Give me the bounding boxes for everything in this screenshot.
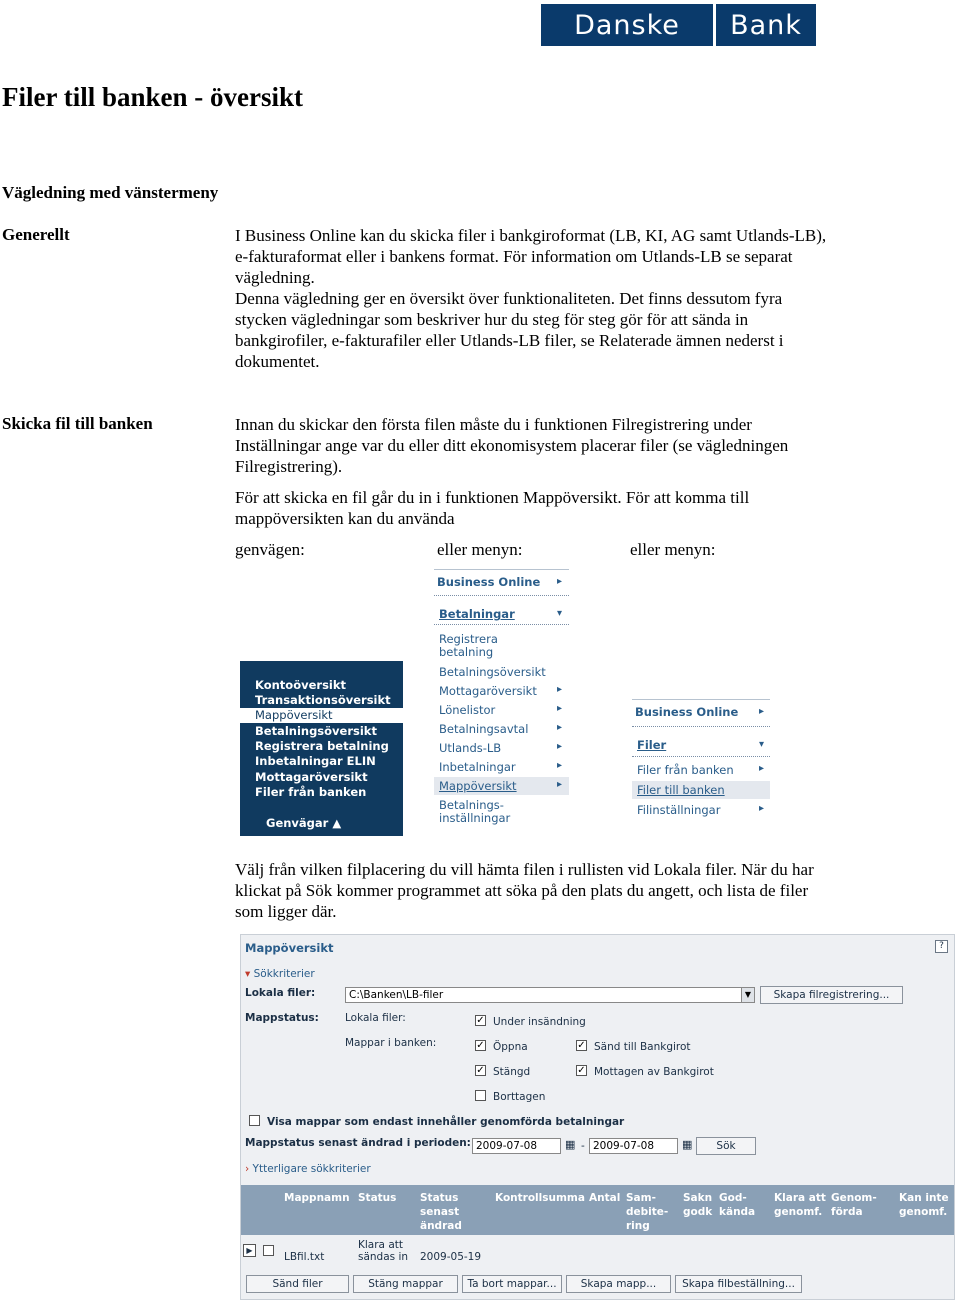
checkbox-under-insandning[interactable]: ✓ — [476, 1015, 485, 1026]
chevron-right-icon: ▸ — [759, 803, 765, 814]
menu2-section[interactable]: Filer — [637, 738, 667, 752]
checkbox-stangd[interactable]: ✓ — [476, 1065, 485, 1076]
delete-folders-button[interactable]: Ta bort mappar... — [462, 1275, 562, 1293]
logo-word-2: Bank — [730, 9, 802, 41]
col-kontrollsumma[interactable]: Kontrollsumma — [495, 1192, 585, 1204]
text-line: Filregistrering). — [235, 457, 343, 476]
text-line: som ligger där. — [235, 902, 337, 921]
chevron-right-icon: ▸ — [759, 706, 765, 717]
shortcut-betalningsoversikt[interactable]: Betalningsöversikt — [255, 724, 377, 738]
shortcut-transaktionsoversikt[interactable]: Transaktionsöversikt — [255, 693, 391, 707]
send-files-button[interactable]: Sänd filer — [246, 1275, 349, 1293]
chevron-right-icon: ▸ — [759, 763, 765, 774]
chevron-right-icon: ▸ — [557, 576, 563, 587]
text-line: För att skicka en fil går du in i funktionen Mappöversikt. För att komma till — [235, 488, 750, 507]
row-date: 2009-05-19 — [420, 1251, 482, 1263]
date-separator: - — [581, 1140, 585, 1152]
more-criteria-toggle[interactable] — [245, 1163, 371, 1175]
menu2-item-filer-fran-banken[interactable]: Filer från banken — [637, 763, 734, 777]
date-from-input[interactable]: 2009-07-08 — [472, 1138, 561, 1154]
checkbox-visa-mappar[interactable] — [249, 1115, 260, 1126]
menu1-item-installningar[interactable]: Betalnings- inställningar — [439, 798, 511, 825]
col-sakn-godk[interactable]: Sakn godk — [683, 1192, 713, 1218]
shortcut-mottagaroversikt[interactable]: Mottagaröversikt — [255, 770, 368, 784]
col-label-menu-1: eller menyn: — [437, 540, 523, 559]
checkbox-mottagen-av-bankgirot[interactable]: ✓ — [577, 1065, 586, 1076]
col-mappnamn[interactable]: Mappnamn — [284, 1192, 350, 1204]
local-files-status-label: Lokala filer: — [345, 1012, 406, 1024]
col-status-andrad[interactable]: Status senast ändrad — [420, 1192, 462, 1232]
search-criteria-toggle[interactable] — [245, 968, 315, 980]
col-samdebitering[interactable]: Sam- debite- ring — [626, 1192, 669, 1232]
table-header — [241, 1185, 954, 1235]
close-folders-button[interactable]: Stäng mappar — [353, 1275, 458, 1293]
caret-down-icon: ▾ — [245, 968, 251, 980]
menu1-item-mottagaroversikt[interactable]: Mottagaröversikt — [439, 684, 537, 698]
local-files-value: C:\Banken\LB-filer — [349, 989, 444, 1001]
text-line: Välj från vilken filplacering du vill hämta filen i rullisten vid Lokala filer. När du har — [235, 860, 814, 879]
menu2-top[interactable]: Business Online — [635, 705, 739, 719]
chevron-down-icon: ▾ — [557, 608, 563, 619]
text-line: klickat på Sök kommer programmet att söka på den plats du angett, och lista de filer — [235, 881, 809, 900]
shortcut-footer[interactable] — [266, 816, 341, 830]
search-criteria-label: Sökkriterier — [253, 968, 315, 980]
menu1-top[interactable]: Business Online — [437, 575, 541, 589]
menu2-item-filer-till-banken[interactable]: Filer till banken — [637, 783, 725, 797]
guide-subtitle: Vägledning med vänstermeny — [2, 183, 219, 202]
divider — [632, 726, 770, 727]
menu1-item-lonelistor[interactable]: Lönelistor — [439, 703, 496, 717]
text-line: Inställningar ange var du eller ditt ekonomisystem placerar filer (se vägledningen — [235, 436, 789, 455]
text-line: vägledning. — [235, 268, 315, 287]
chevron-right-icon: ▸ — [557, 741, 563, 752]
col-label-menu-2: eller menyn: — [630, 540, 716, 559]
more-criteria-label: Ytterligare sökkriterier — [252, 1163, 371, 1175]
text-line: bankgirofiler, e-fakturafiler eller Utlands-LB filer, se Relaterade ämnen nederst i — [235, 331, 784, 350]
period-label: Mappstatus senast ändrad i perioden: — [245, 1137, 471, 1149]
bank-folders-label: Mappar i banken: — [345, 1037, 437, 1049]
check-label: Sänd till Bankgirot — [594, 1041, 691, 1053]
menu1-item-mappoversikt[interactable]: Mappöversikt — [439, 779, 517, 793]
chevron-right-icon: ▸ — [557, 722, 563, 733]
divider — [632, 699, 770, 700]
menu1-section[interactable]: Betalningar — [439, 607, 515, 621]
check-label: Mottagen av Bankgirot — [594, 1066, 714, 1078]
chevron-right-icon: ▸ — [557, 779, 563, 790]
expand-row-icon[interactable]: ▶ — [243, 1244, 256, 1257]
section-label-send: Skicka fil till banken — [2, 414, 153, 433]
shortcut-inbetalningar-elin[interactable]: Inbetalningar ELIN — [255, 754, 376, 768]
create-file-order-button[interactable]: Skapa filbeställning... — [675, 1275, 802, 1293]
menu1-item-utlands-lb[interactable]: Utlands-LB — [439, 741, 502, 755]
divider — [434, 624, 569, 625]
divider — [434, 569, 569, 570]
text-line: dokumentet. — [235, 352, 320, 371]
col-antal[interactable]: Antal — [589, 1192, 621, 1204]
col-label-shortcut: genvägen: — [235, 540, 305, 559]
check-label: Under insändning — [493, 1016, 586, 1028]
checkbox-borttagen[interactable] — [475, 1090, 486, 1101]
col-status[interactable]: Status — [358, 1192, 397, 1204]
text-line: Denna vägledning ger en översikt över funktionaliteten. Det finns dessutom fyra — [235, 289, 783, 308]
page-title: Filer till banken - översikt — [2, 82, 303, 112]
col-klara-att-genomf[interactable]: Klara att genomf. — [774, 1192, 826, 1218]
help-icon[interactable]: ? — [935, 940, 948, 953]
logo-word-1: Danske — [574, 9, 680, 41]
calendar-icon[interactable]: ▦ — [682, 1138, 693, 1151]
menu1-item-betalningsoversikt[interactable]: Betalningsöversikt — [439, 665, 546, 679]
menu2-item-filinstallningar[interactable]: Filinställningar — [637, 803, 721, 817]
menu1-item-inbetalningar[interactable]: Inbetalningar — [439, 760, 516, 774]
show-folders-label: Visa mappar som endast innehåller genomförda betalningar — [267, 1116, 625, 1128]
checkbox-row[interactable] — [263, 1245, 274, 1256]
text-line: stycken vägledningar som beskriver hur du steg för steg gör för att sända in — [235, 310, 749, 329]
general-text — [235, 225, 925, 372]
chevron-down-icon: ▾ — [759, 739, 765, 750]
chevron-right-icon: ▸ — [557, 684, 563, 695]
local-files-label: Lokala filer: — [245, 987, 316, 999]
check-label: Stängd — [493, 1066, 531, 1078]
caret-up-icon: ▲ — [332, 816, 342, 830]
shortcut-registrera-betalning[interactable]: Registrera betalning — [255, 739, 389, 753]
section-label-general: Generellt — [2, 225, 70, 244]
panel-title: Mappöversikt — [245, 941, 334, 955]
check-label: Öppna — [493, 1041, 528, 1053]
divider — [632, 756, 770, 757]
col-godkanda[interactable]: God- kända — [719, 1192, 756, 1218]
calendar-icon[interactable]: ▦ — [565, 1138, 576, 1151]
search-button[interactable]: Sök — [696, 1137, 756, 1155]
row-file-name[interactable]: LBfil.txt — [284, 1251, 325, 1263]
menu1-item-registrera[interactable]: Registrera betalning — [439, 632, 498, 659]
shortcut-kontooversikt[interactable]: Kontoöversikt — [255, 678, 346, 692]
chevron-right-icon: ▸ — [557, 703, 563, 714]
create-folder-button[interactable]: Skapa mapp... — [566, 1275, 671, 1293]
shortcut-panel — [240, 661, 403, 836]
shortcut-footer-label: Genvägar — [266, 816, 329, 830]
col-genomforda[interactable]: Genom- förda — [831, 1192, 877, 1218]
caret-right-icon: › — [245, 1163, 250, 1175]
mappoversikt-panel — [240, 934, 955, 1300]
row-status: Klara att sändas in — [358, 1239, 409, 1263]
danske-bank-logo — [541, 4, 816, 46]
local-files-select[interactable] — [345, 987, 755, 1003]
col-kan-inte-genomf[interactable]: Kan inte genomf. — [899, 1192, 949, 1218]
after-text — [235, 859, 925, 922]
text-line: mappöversikten kan du använda — [235, 509, 455, 528]
shortcut-label: Mappöversikt — [255, 708, 333, 722]
text-line: I Business Online kan du skicka filer i bankgiroformat (LB, KI, AG samt Utlands-LB), — [235, 226, 827, 245]
create-file-registration-button[interactable]: Skapa filregistrering... — [760, 986, 903, 1004]
menu1-item-betalningsavtal[interactable]: Betalningsavtal — [439, 722, 529, 736]
check-label: Borttagen — [493, 1091, 546, 1103]
shortcut-mappoversikt[interactable] — [240, 708, 403, 723]
chevron-down-icon: ▼ — [741, 988, 754, 1002]
divider — [434, 595, 569, 596]
folder-status-label: Mappstatus: — [245, 1012, 319, 1024]
text-line: Innan du skickar den första filen måste du i funktionen Filregistrering under — [235, 415, 752, 434]
date-to-input[interactable]: 2009-07-08 — [589, 1138, 678, 1154]
send-text-1 — [235, 414, 925, 477]
checkbox-sand-till-bankgirot[interactable]: ✓ — [577, 1040, 586, 1051]
send-text-2 — [235, 487, 925, 529]
chevron-right-icon: ▸ — [557, 760, 563, 771]
text-line: e-fakturaformat eller i bankens format. För information om Utlands-LB se separat — [235, 247, 793, 266]
checkbox-oppna[interactable]: ✓ — [476, 1040, 485, 1051]
shortcut-filer-fran-banken[interactable]: Filer från banken — [255, 785, 367, 799]
